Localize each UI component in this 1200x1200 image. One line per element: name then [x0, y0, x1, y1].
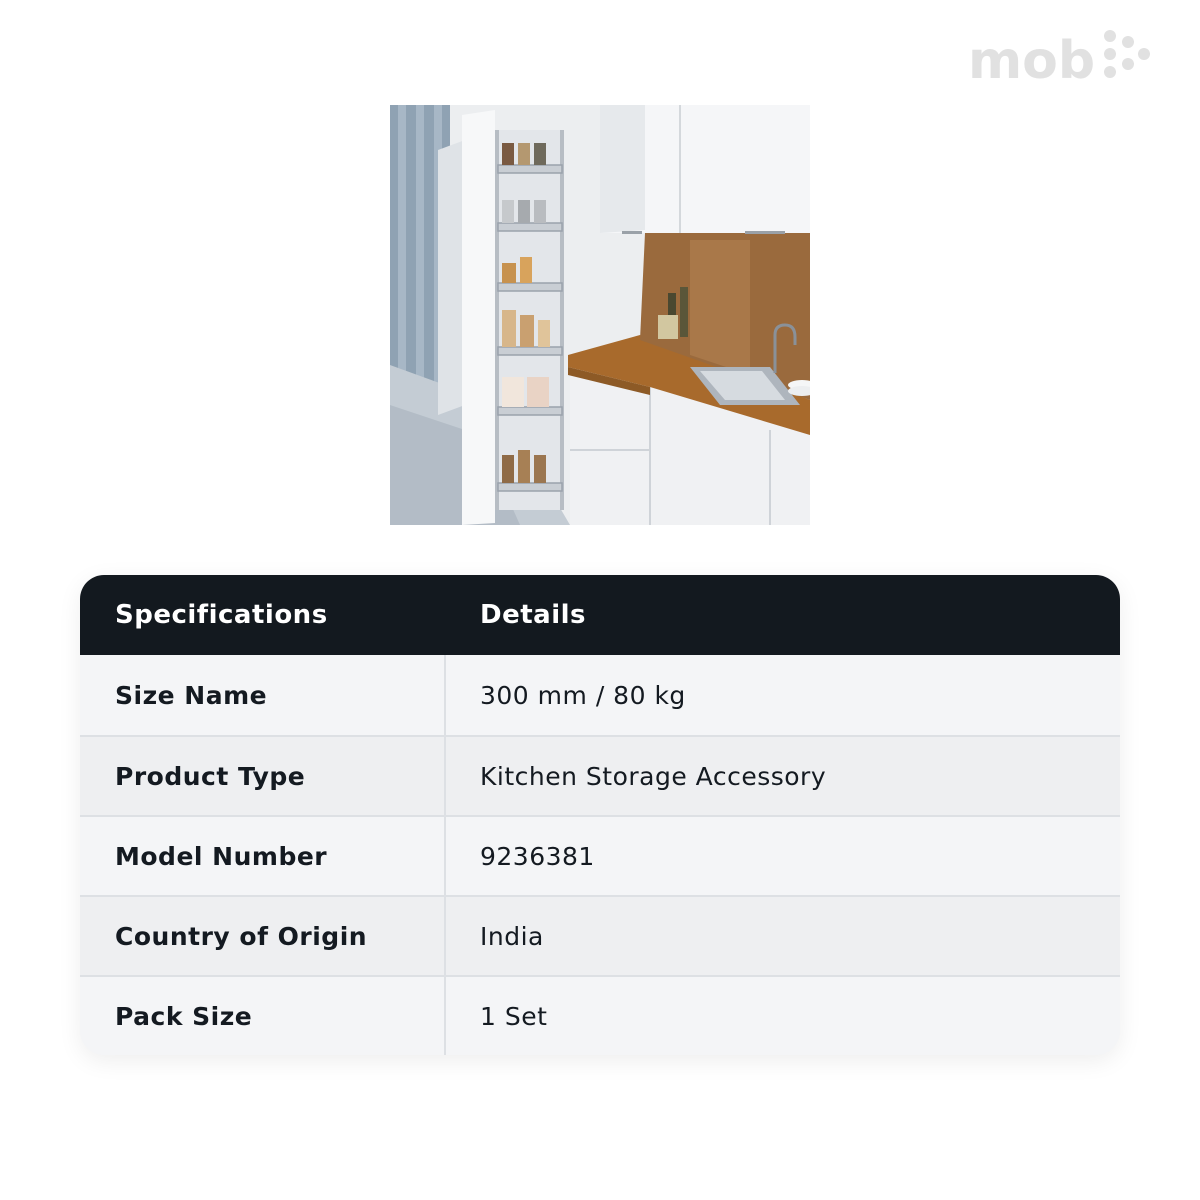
spec-key: Size Name — [80, 655, 446, 735]
table-row — [80, 815, 1120, 895]
specifications-table — [80, 575, 1120, 1055]
spec-key: Model Number — [80, 817, 446, 895]
table-row — [80, 975, 1120, 1055]
dots-grid-icon — [1104, 30, 1150, 78]
header-details: Details — [480, 600, 586, 630]
spec-value: Kitchen Storage Accessory — [480, 761, 827, 791]
spec-value: India — [480, 921, 544, 951]
spec-value: 300 mm / 80 kg — [480, 680, 686, 710]
table-row — [80, 735, 1120, 815]
logo-text: mob — [968, 31, 1096, 84]
spec-value: 9236381 — [480, 841, 595, 871]
mob-logo-icon — [968, 28, 1152, 84]
spec-key: Pack Size — [80, 977, 446, 1055]
spec-value: 1 Set — [480, 1001, 548, 1031]
header-specifications: Specifications — [115, 600, 328, 630]
product-image — [390, 105, 810, 525]
spec-key: Product Type — [80, 737, 446, 815]
table-header-row — [80, 575, 1120, 655]
spec-key: Country of Origin — [80, 897, 446, 975]
kitchen-pantry-pullout-photo — [390, 105, 810, 525]
table-row — [80, 655, 1120, 735]
brand-logo — [968, 28, 1152, 84]
table-row — [80, 895, 1120, 975]
